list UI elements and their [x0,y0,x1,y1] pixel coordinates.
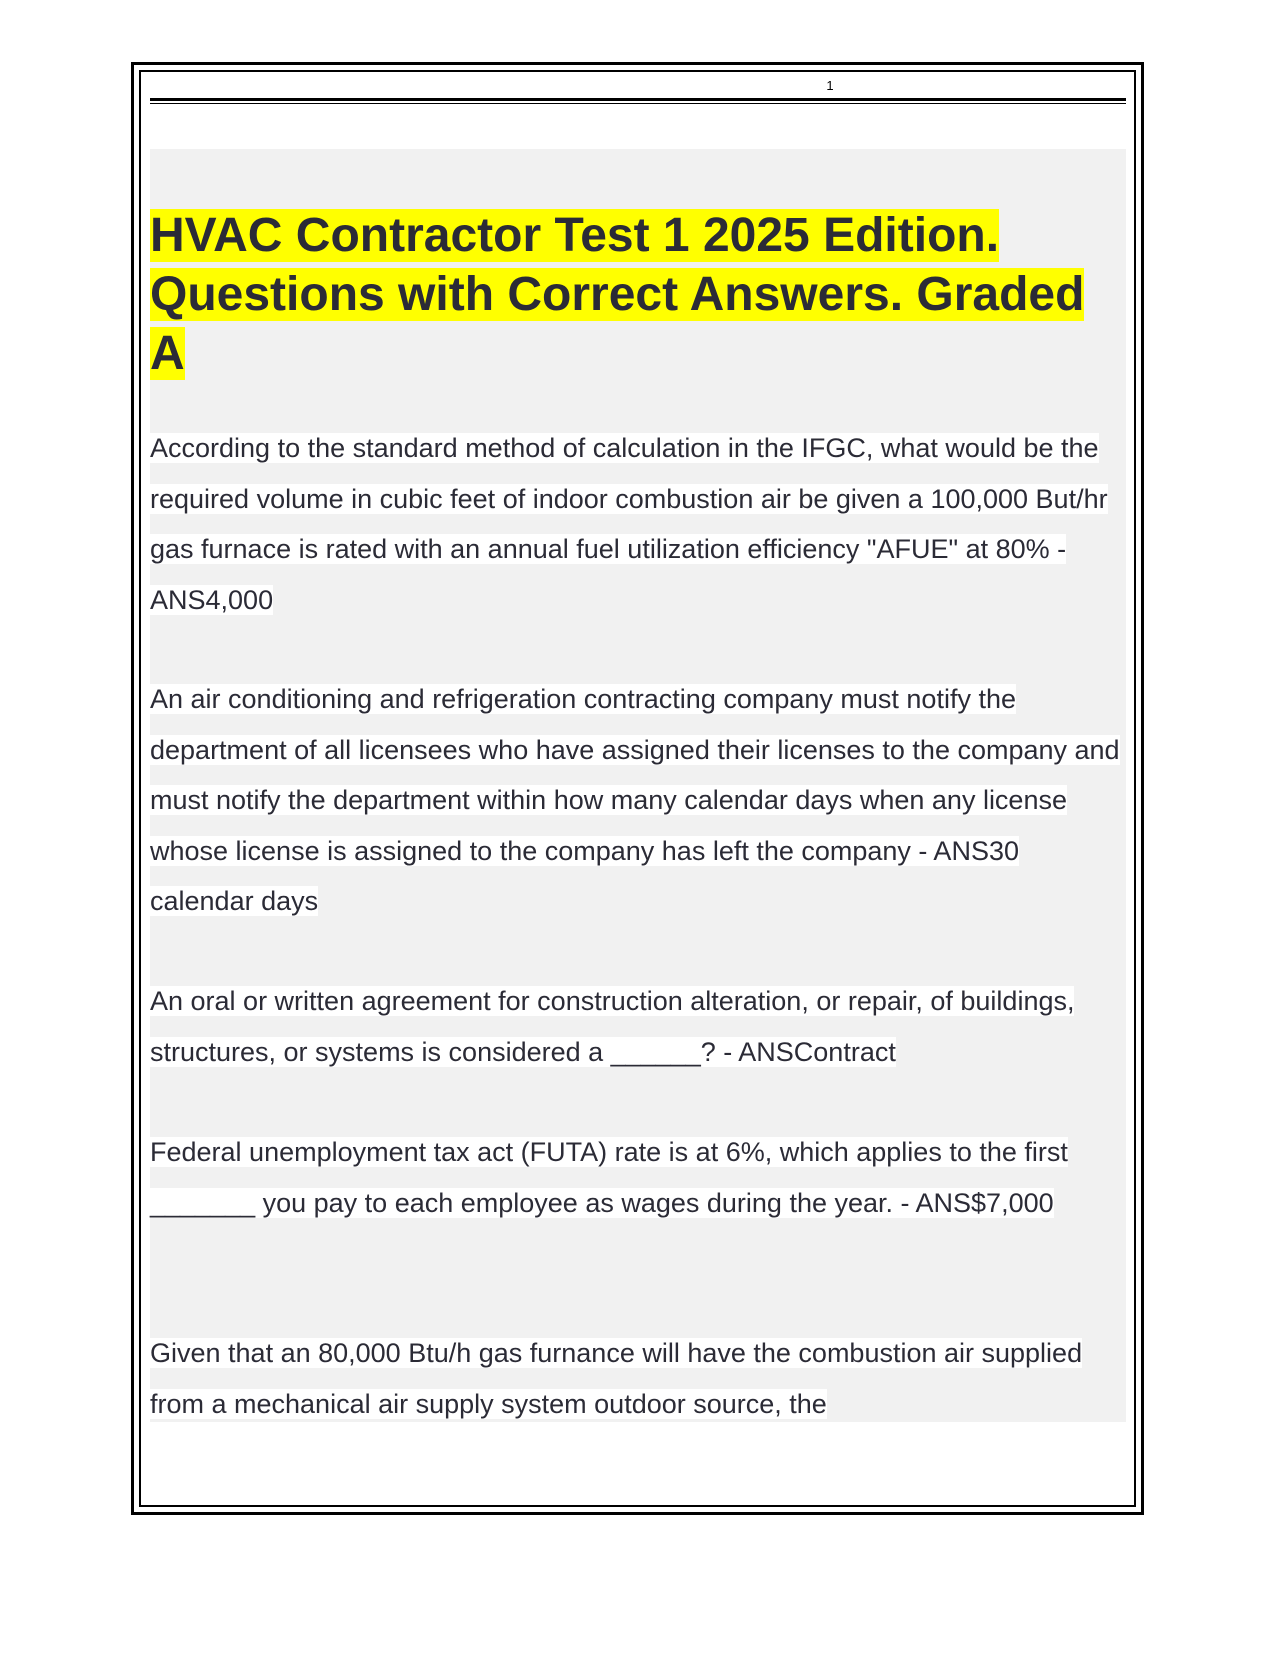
question-answer-4 [150,1127,1126,1228]
page-number: 1 [826,78,834,93]
question-answer-text: An oral or written agreement for construction alteration, or repair, of buildings, structures, or systems is considered a ______? - ANSContract [150,986,1075,1067]
header-rule-thin [150,103,1126,104]
header-rule-thick [150,98,1126,101]
document-title-text: HVAC Contractor Test 1 2025 Edition. Questions with Correct Answers. Graded A [150,209,1085,380]
document-title [150,206,1126,383]
question-answer-1 [150,423,1126,625]
question-answer-text: According to the standard method of calculation in the IFGC, what would be the required volume in cubic feet of indoor combustion air be given a 100,000 But/hr gas furnace is rated with an annual fuel utilization efficiency "AFUE" at 80% - ANS4,000 [150,433,1108,615]
question-answer-text: Federal unemployment tax act (FUTA) rate is at 6%, which applies to the first _______ you pay to each employee as wages during the year. - ANS$7,000 [150,1137,1068,1218]
question-answer-2 [150,674,1126,927]
question-answer-3 [150,976,1126,1077]
question-answer-text: An air conditioning and refrigeration contracting company must notify the department of all licensees who have assigned their licenses to the company and must notify the department within how many calendar days when any license whose license is assigned to the company has left the company - ANS30 calendar days [150,684,1120,916]
question-answer-5 [150,1328,1126,1429]
question-answer-text: Given that an 80,000 Btu/h gas furnance will have the combustion air supplied from a mechanical air supply system outdoor source, the [150,1338,1083,1419]
